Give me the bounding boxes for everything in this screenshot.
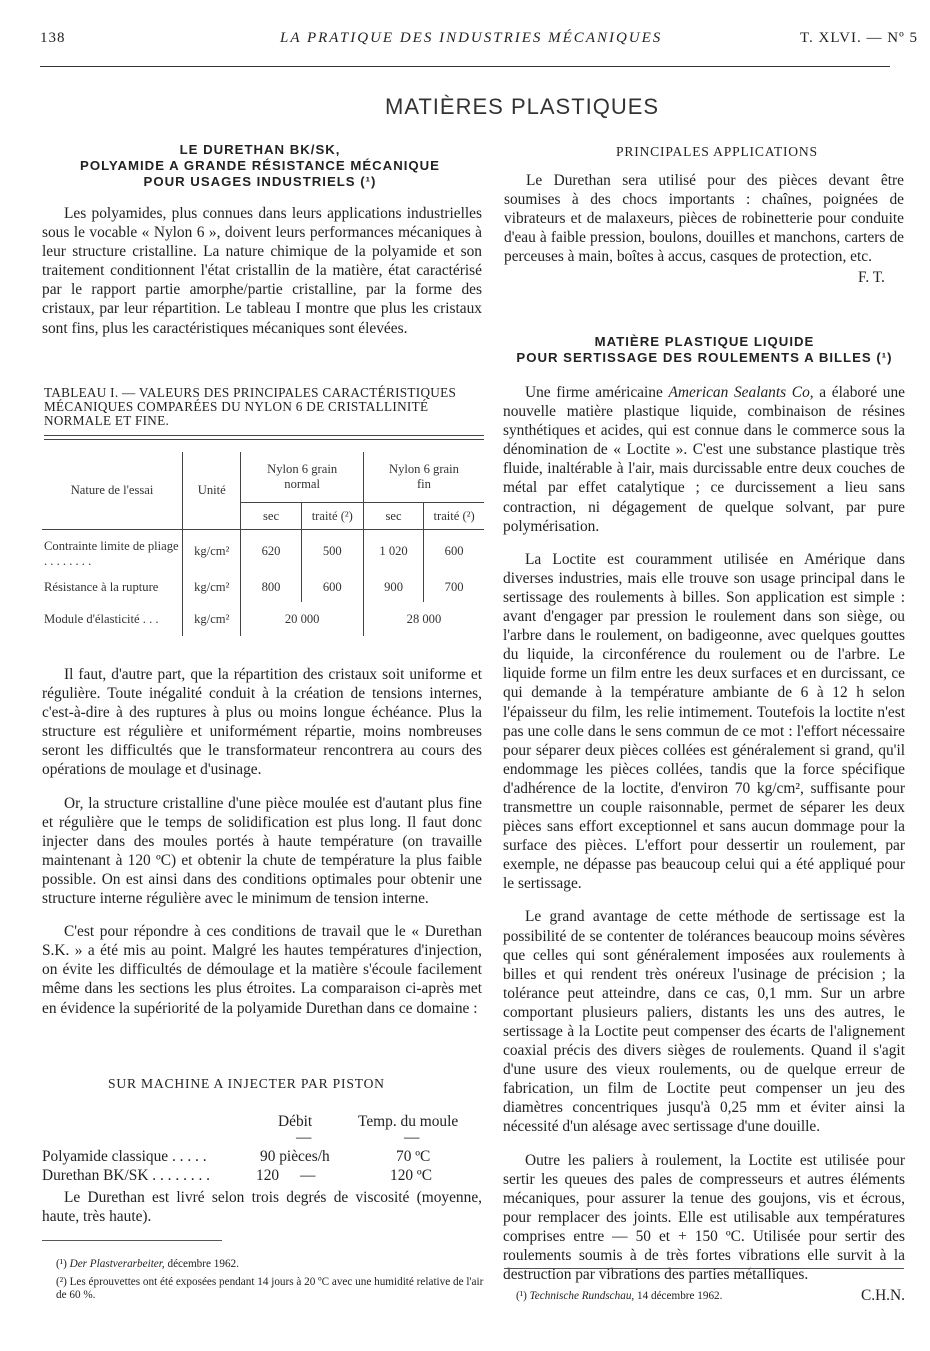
cell-unit: kg/cm² xyxy=(183,572,241,602)
left-closing xyxy=(42,1188,482,1240)
cell-value: 90 pièces/h xyxy=(260,1148,330,1165)
firm-name: American Sealants Co, xyxy=(668,384,814,401)
th-sec: sec xyxy=(363,503,423,530)
journal-title: LA PRATIQUE DES INDUSTRIES MÉCANIQUES xyxy=(280,30,663,46)
footnote-right xyxy=(516,1290,896,1303)
row-label: Module d'élasticité . . . xyxy=(44,611,159,626)
dash: — xyxy=(404,1129,420,1146)
cell-value: 70 ºC xyxy=(396,1148,431,1165)
cell-value: 900 xyxy=(363,572,423,602)
paragraph: Or, la structure cristalline d'une pièce moulée est d'autant plus fine et régulière que le temps de solidification est plus long. Il faut donc injecter dans des moules portés à haute température (on travaille maintenant à 120 ºC) et obtenir la chute de température la plus faible possible. On est ainsi dans des conditions optimales pour obtenir une structure interne régulière avec le minimum de tension interne. xyxy=(42,794,482,908)
article-title-loctite xyxy=(502,334,907,366)
row-label: Contrainte limite de pliage . . . . . . . . xyxy=(44,539,179,568)
cell-value: 600 xyxy=(424,530,484,573)
th-unite: Unité xyxy=(183,452,241,530)
th-sec: sec xyxy=(241,503,301,530)
paragraph: C'est pour répondre à ces conditions de travail que le « Durethan S.K. » a été mis au point. Malgré les hautes températures d'injection, on évite les difficultés de démoulage et la matière s'écoule facilement même dans les sections les plus étroites. La comparaison ci-après met en évidence la supériorité de la polyamide Durethan dans ce domaine : xyxy=(42,923,482,1017)
th-traite: traité (²) xyxy=(301,503,363,530)
cell-unit: kg/cm² xyxy=(183,602,241,636)
footnote-rule xyxy=(42,1240,222,1241)
table-caption: TABLEAU I. — VALEURS DES PRINCIPALES CARACTÉRISTIQUES MÉCANIQUES COMPARÉES DU NYLON 6 DE CRISTALLINITÉ NORMALE ET FINE. xyxy=(44,385,457,428)
section-title: MATIÈRES PLASTIQUES xyxy=(385,94,660,119)
row-label: Polyamide classique . . . . . xyxy=(42,1148,207,1165)
cell-value: 28 000 xyxy=(363,602,484,636)
signature-ft: F. T. xyxy=(858,269,885,286)
cell-value: 120 ºC xyxy=(390,1167,432,1184)
title-line: MATIÈRE PLASTIQUE LIQUIDE xyxy=(594,334,815,349)
loctite-body xyxy=(503,383,905,1305)
title-line: POLYAMIDE A GRANDE RÉSISTANCE MÉCANIQUE xyxy=(80,158,440,173)
footnote-mark: (¹) xyxy=(56,1258,67,1270)
applications-body xyxy=(504,171,904,280)
table-rule xyxy=(44,435,484,436)
col-header-temp: Temp. du moule xyxy=(358,1113,459,1130)
title-line: LE DURETHAN BK/SK, xyxy=(179,142,341,157)
th-nature: Nature de l'essai xyxy=(70,483,154,497)
cell-value: 600 xyxy=(301,572,363,602)
header-rule xyxy=(40,66,890,67)
tableau-1 xyxy=(42,452,484,636)
left-body xyxy=(42,665,482,1032)
paragraph: Le grand avantage de cette méthode de sertissage est la possibilité de se contenter de tolérances beaucoup moins sévères que celles qui sont généralement imposées aux roulements à billes et qui rendent très onéreux l'usinage de précision ; la tolérance peut atteindre, dans ce cas, 0,1 mm. Sur un arbre comportant plusieurs paliers, distants les uns des autres, le sertissage à la Loctite peut compenser des écarts de l'alignement coaxial précis des divers sièges de roulements. Quand il s'agit d'une usure des vieux roulements, ou de quelque erreur de fabrication, un film de Loctite peut compenser un jeu des diamètres concentriques jusqu'à 0,25 mm et éviter ainsi la nécessité d'un alésage avec sertissage d'une douille. xyxy=(503,908,905,1136)
cell-value: 800 xyxy=(241,572,301,602)
footnote-mark: (¹) xyxy=(516,1290,527,1302)
row-label: Durethan BK/SK . . . . . . . . xyxy=(42,1167,211,1184)
footnote-source: Der Plastverarbeiter, xyxy=(69,1258,165,1270)
row-label: Résistance à la rupture xyxy=(44,579,159,594)
col-header-debit: Débit xyxy=(278,1113,313,1130)
footnote-1 xyxy=(56,1258,476,1271)
cell-value: 20 000 xyxy=(241,602,364,636)
th-nylon-fin: Nylon 6 grain fin xyxy=(363,452,484,503)
paragraph: Les polyamides, plus connues dans leurs applications industrielles sous le vocable « Nylon 6 », doivent leurs performances mécaniques à leur structure cristalline. La nature chimique de la polyamide et son traitement conditionnent l'état cristallin de la matière, état caractérisé par le rapport partie amorphe/partie cristalline, par la forme des cristaux, par leur répartition. Le tableau I montre que plus les cristaux sont fins, plus les caractéristiques mécaniques sont élevées. xyxy=(42,205,482,337)
dash: — xyxy=(296,1129,312,1146)
title-line: POUR USAGES INDUSTRIELS (¹) xyxy=(143,174,377,189)
cell-value: 620 xyxy=(241,530,301,573)
paragraph: La Loctite est couramment utilisée en Amérique dans diverses industries, mais elle trouve son usage principal dans le sertissage des roulements à billes. Son application est simple : avant d'engager par pression le roulement dans son siège, ou l'arbre dans le roulement, on badigeonne, avec quelques gouttes du liquide, la circonférence du roulement ou de l'arbre. Le liquide forme un film entre les deux surfaces et en durcissant, ce qui demande à la température ambiante de 6 à 12 h selon l'épaisseur du film, les relie intimement. Toutefois la loctite n'est pas une colle dans le sens commun de ce mot : l'effort nécessaire pour séparer deux pièces collées est généralement si grand, qu'il endommage les pièces collées, tandis que la force spécifique d'adhérence de la loctite, d'environ 70 kg/cm², suffisante pour transmettre un couple raisonnable, permet de séparer les deux pièces sans effort exceptionnel et sans aucun dommage pour la surface des pièces. L'effort pour dessertir un roulement, par exemple, ne dépasse pas beaucoup celui qui a été appliqué pour le sertissage. xyxy=(503,550,905,893)
applications-title: PRINCIPALES APPLICATIONS xyxy=(616,144,818,159)
paragraph xyxy=(503,383,905,536)
title-line: POUR SERTISSAGE DES ROULEMENTS A BILLES (¹) xyxy=(516,350,893,365)
article-title-durethan xyxy=(40,142,480,190)
footnote-date: 14 décembre 1962. xyxy=(637,1290,723,1302)
paragraph: Outre les paliers à roulement, la Loctite est utilisée pour sertir les queues des pales de compresseurs et autres éléments mécaniques, pour assurer la tenue des goujons, vis et écrous, pour remplacer des joints. Elle est utilisable aux températures comprises entre — 50 et + 150 ºC. Utilisée pour sertir des roulements soumis à de très fortes vibrations elle survit à la destruction par vibrations des parties métalliques. xyxy=(503,1151,905,1284)
signature-chn: C.H.N. xyxy=(860,1287,905,1305)
footnote-date: décembre 1962. xyxy=(167,1258,239,1270)
table-rule xyxy=(44,439,484,440)
paragraph: Le Durethan est livré selon trois degrés de viscosité (moyenne, haute, très haute). xyxy=(42,1189,482,1226)
cell-value: 1 020 xyxy=(363,530,423,573)
paragraph: Le Durethan sera utilisé pour des pièces devant être soumises à des chocs importants : chaînes, poignées de vibrateurs et de malaxeurs, pièces de robinetterie pour conduite d'eau à faible pression, boulons, douilles et manchons, carters de perceuses à main, boîtes à accus, casques de protection, etc. xyxy=(504,172,904,266)
text: Une firme américaine xyxy=(525,384,663,401)
th-traite: traité (²) xyxy=(424,503,484,530)
cell-value: 120 xyxy=(256,1167,280,1184)
text: a élaboré une nouvelle matière plastique liquide, combinaison de résines synthétiques et acides, qui est connue dans le commerce sous la dénomination de « Loctite ». C'est une substance plastique très fluide, inaltérable à l'air, mais durcissable entre deux couches de métal par effet catalytique ; ce durcissement a lieu sans contraction, ni dégagement de quelque solvant, par pure polymérisation. xyxy=(503,384,905,535)
left-intro xyxy=(42,204,482,352)
th-nylon-normal: Nylon 6 grain normal xyxy=(241,452,364,503)
page-number: 138 xyxy=(40,30,66,46)
cell-unit: kg/cm² xyxy=(183,530,241,573)
cell-value: 700 xyxy=(424,572,484,602)
cell-value: 500 xyxy=(301,530,363,573)
machine-title: SUR MACHINE A INJECTER PAR PISTON xyxy=(108,1076,385,1091)
footnote-source: Technische Rundschau, xyxy=(529,1290,635,1302)
footnote-2: (²) Les éprouvettes ont été exposées pendant 14 jours à 20 ºC avec une humidité relative de l'air de 60 %. xyxy=(56,1276,484,1301)
footnote-rule xyxy=(504,1268,904,1269)
paragraph: Il faut, d'autre part, que la répartition des cristaux soit uniforme et régulière. Toute inégalité conduit à la création de tensions internes, c'est-à-dire à des ruptures à plus ou moins longue échéance. Plus la structure est régulière et uniformément répartie, moins nombreuses seront les difficultés que le transformateur rencontrera au cours des opérations de moulage et d'usinage. xyxy=(42,666,482,779)
dash: — xyxy=(300,1167,316,1184)
volume-number: T. XLVI. — Nº 5 xyxy=(800,30,918,46)
